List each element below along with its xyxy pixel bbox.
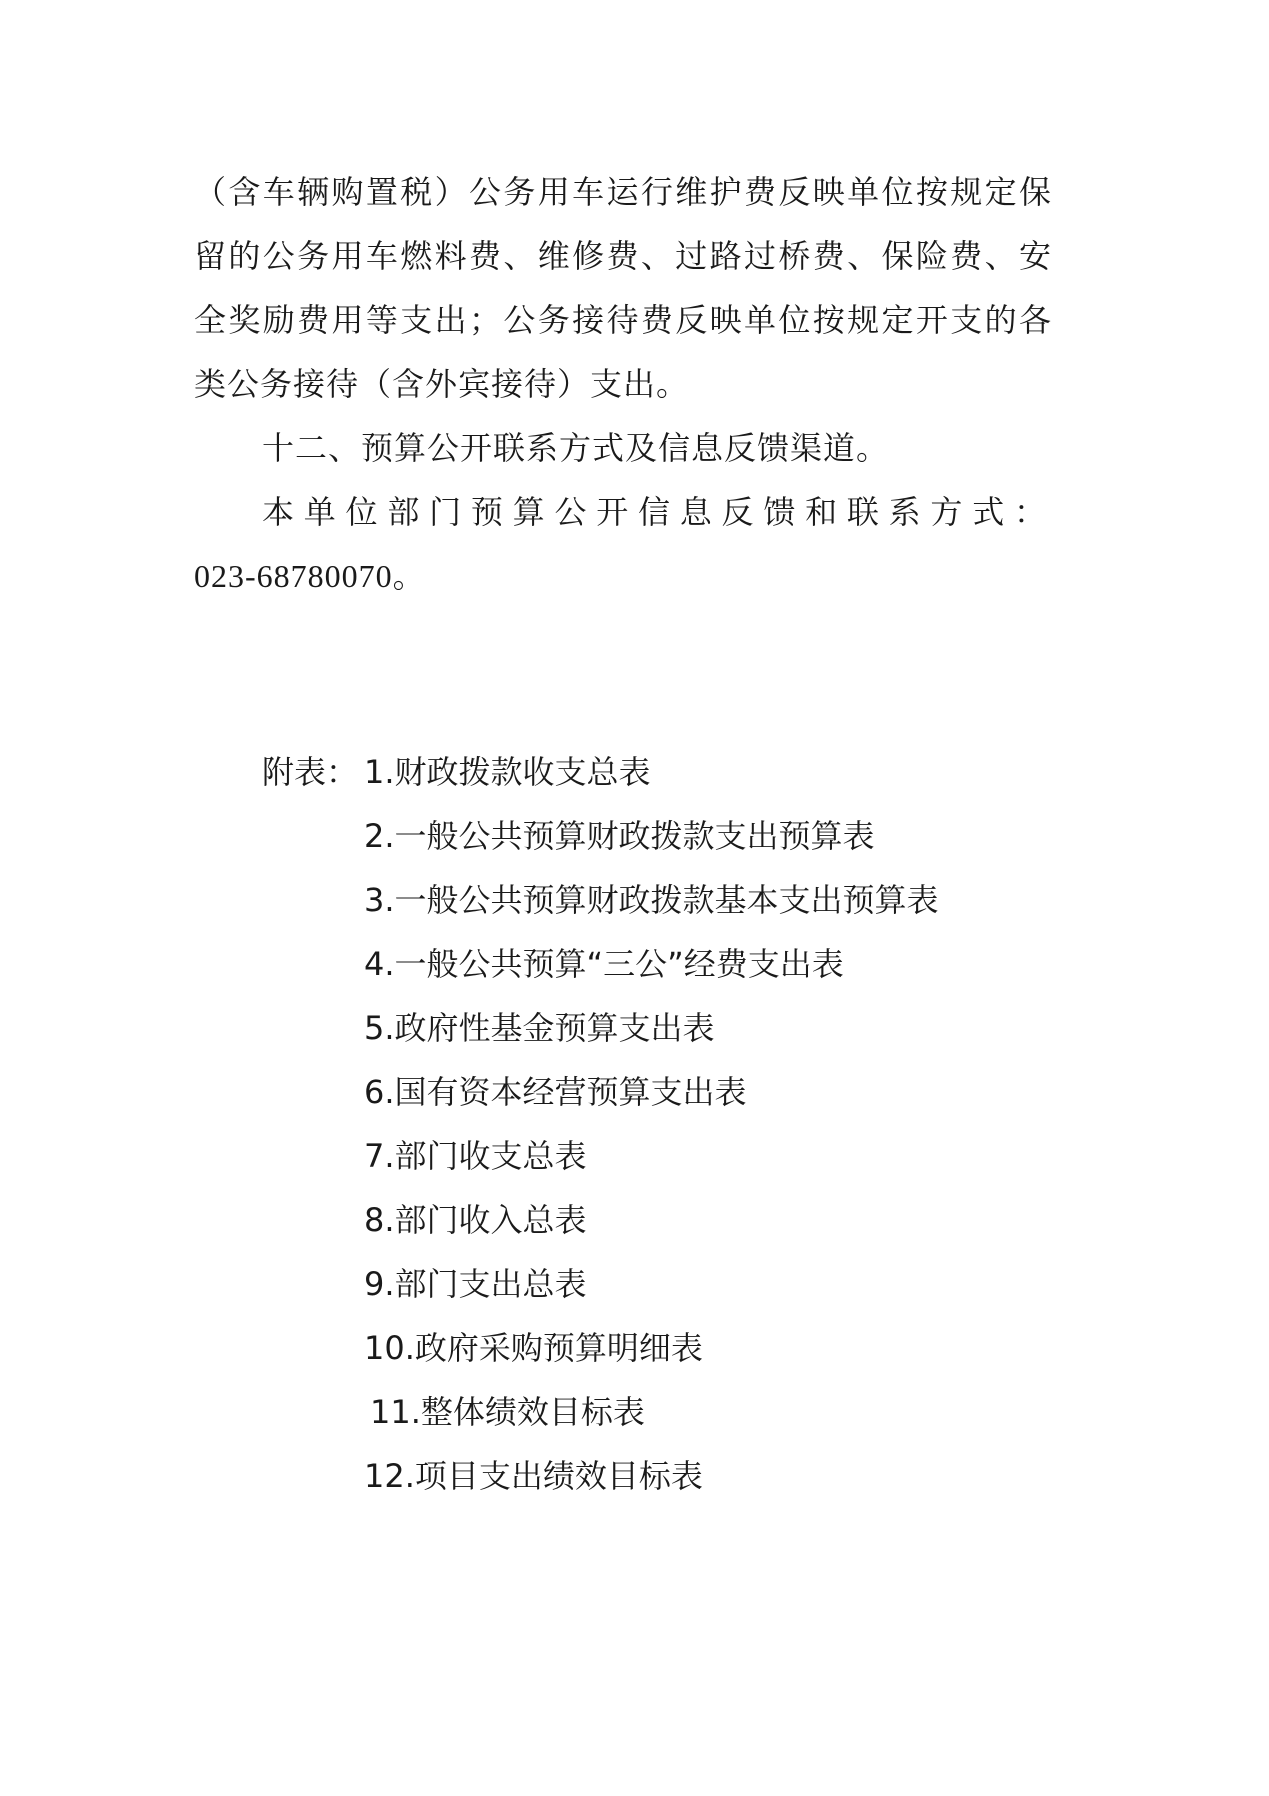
appendix-item: 3.一般公共预算财政拨款基本支出预算表 (364, 881, 939, 919)
appendix-item: 11.整体绩效目标表 (370, 1393, 645, 1431)
appendix-item: 1.财政拨款收支总表 (364, 753, 651, 791)
appendix-item: 8.部门收入总表 (364, 1201, 587, 1239)
paragraph-line-4: 类公务接待（含外宾接待）支出。 (194, 365, 690, 403)
appendix-item: 12.项目支出绩效目标表 (364, 1457, 703, 1495)
appendix-item: 6.国有资本经营预算支出表 (364, 1073, 747, 1111)
appendix-item: 4.一般公共预算“三公”经费支出表 (364, 945, 844, 983)
appendix-label: 附表： (262, 753, 359, 791)
paragraph-line-3: 全奖励费用等支出；公务接待费反映单位按规定开支的各 (194, 301, 1052, 339)
appendix-item: 7.部门收支总表 (364, 1137, 587, 1175)
section-heading: 十二、预算公开联系方式及信息反馈渠道。 (262, 429, 890, 467)
contact-line: 本单位部门预算公开信息反馈和联系方式： (262, 493, 1052, 531)
paragraph-line-2: 留的公务用车燃料费、维修费、过路过桥费、保险费、安 (194, 237, 1052, 275)
contact-phone: 023-68780070。 (194, 558, 426, 594)
appendix-item: 5.政府性基金预算支出表 (364, 1009, 715, 1047)
appendix-item: 9.部门支出总表 (364, 1265, 587, 1303)
appendix-item: 10.政府采购预算明细表 (364, 1329, 703, 1367)
appendix-item: 2.一般公共预算财政拨款支出预算表 (364, 817, 875, 855)
paragraph-line-1: （含车辆购置税）公务用车运行维护费反映单位按规定保 (194, 173, 1052, 211)
